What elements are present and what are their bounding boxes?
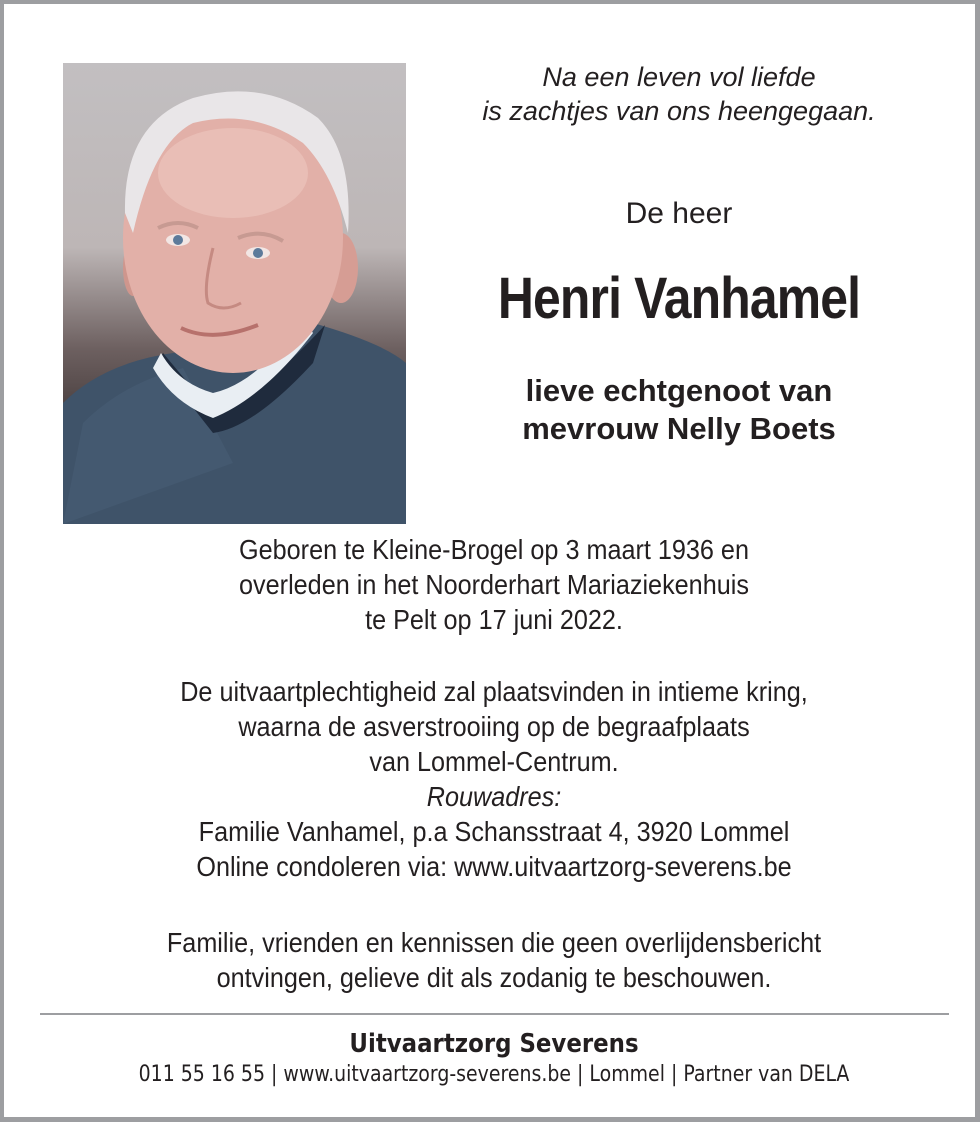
funeral-line: waarna de asverstrooiing op de begraafplaats xyxy=(238,711,750,742)
footer-divider xyxy=(40,1013,949,1015)
deceased-name: Henri Vanhamel xyxy=(497,266,861,331)
portrait-illustration xyxy=(63,63,406,524)
funeral-line: van Lommel-Centrum. xyxy=(369,746,619,777)
notice-text xyxy=(44,925,944,995)
portrait-photo xyxy=(63,63,406,524)
notice-line: ontvingen, gelieve dit als zodanig te beschouwen. xyxy=(216,962,772,993)
online-condolence-link[interactable]: Online condoleren via: www.uitvaartzorg-severens.be xyxy=(196,851,792,882)
birth-death-line: te Pelt op 17 juni 2022. xyxy=(365,604,623,635)
birth-death-line: overleden in het Noorderhart Mariaziekenhuis xyxy=(239,569,749,600)
mourning-address: Familie Vanhamel, p.a Schansstraat 4, 3920 Lommel xyxy=(198,816,790,847)
spouse-line: lieve echtgenoot van xyxy=(525,373,833,408)
honorific: De heer xyxy=(625,197,733,230)
funeral-line: De uitvaartplechtigheid zal plaatsvinden in intieme kring, xyxy=(180,676,808,707)
intro-line: is zachtjes van ons heengegaan. xyxy=(482,96,876,126)
birth-death-line: Geboren te Kleine-Brogel op 3 maart 1936 en xyxy=(239,534,749,565)
funeral-home-name: Uitvaartzorg Severens xyxy=(349,1029,639,1059)
intro-line: Na een leven vol liefde xyxy=(542,62,816,92)
spouse-line: mevrouw Nelly Boets xyxy=(522,411,836,446)
funeral-home-contact: 011 55 16 55 | www.uitvaartzorg-severens.be | Lommel | Partner van DELA xyxy=(138,1062,850,1087)
notice-line: Familie, vrienden en kennissen die geen overlijdensbericht xyxy=(166,927,822,958)
spouse-info xyxy=(434,372,924,448)
intro-verse xyxy=(434,60,924,128)
address-label: Rouwadres: xyxy=(426,781,562,812)
funeral-details xyxy=(44,674,944,884)
birth-death-details xyxy=(44,532,944,637)
